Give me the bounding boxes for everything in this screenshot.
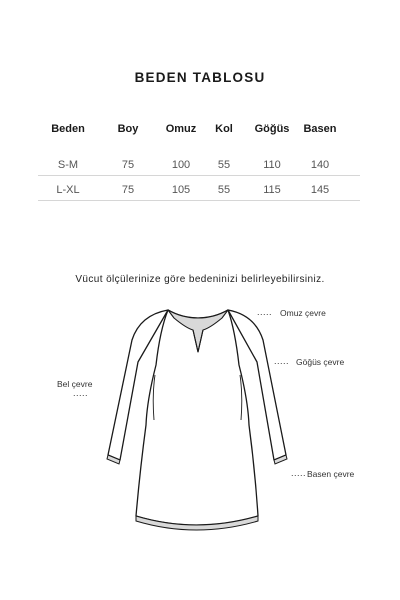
cell-shoulder: 105 xyxy=(171,184,191,196)
label-chest: Göğüs çevre xyxy=(296,357,345,367)
cell-chest: 110 xyxy=(263,159,281,171)
cell-chest: 115 xyxy=(263,184,281,196)
label-waist: Bel çevre xyxy=(57,379,93,389)
cell-size: S-M xyxy=(57,159,79,171)
measurement-instruction: Vücut ölçülerinize göre bedeninizi belirleyebilirsiniz. xyxy=(75,274,325,285)
col-header-chest: Göğüs xyxy=(254,123,290,135)
label-shoulder: Omuz çevre xyxy=(280,308,326,318)
chest-leader-dots: ..... xyxy=(274,356,290,366)
cell-length: 75 xyxy=(121,159,135,171)
cell-size: L-XL xyxy=(56,184,80,196)
col-header-hip: Basen xyxy=(303,123,337,135)
cell-sleeve: 55 xyxy=(217,159,231,171)
cell-sleeve: 55 xyxy=(217,184,231,196)
cell-hip: 140 xyxy=(310,159,330,171)
cell-hip: 145 xyxy=(310,184,330,196)
col-header-length: Boy xyxy=(117,123,139,135)
label-hip: Basen çevre xyxy=(307,469,355,479)
cell-length: 75 xyxy=(121,184,135,196)
page-title: BEDEN TABLOSU xyxy=(134,70,266,85)
hip-leader-dots: ..... xyxy=(291,468,307,478)
col-header-size: Beden xyxy=(51,123,85,135)
cell-shoulder: 100 xyxy=(171,159,191,171)
col-header-sleeve: Kol xyxy=(215,123,233,135)
shoulder-leader-dots: ..... xyxy=(257,307,273,317)
col-header-shoulder: Omuz xyxy=(165,123,197,135)
waist-leader-dots: ..... xyxy=(73,388,89,398)
